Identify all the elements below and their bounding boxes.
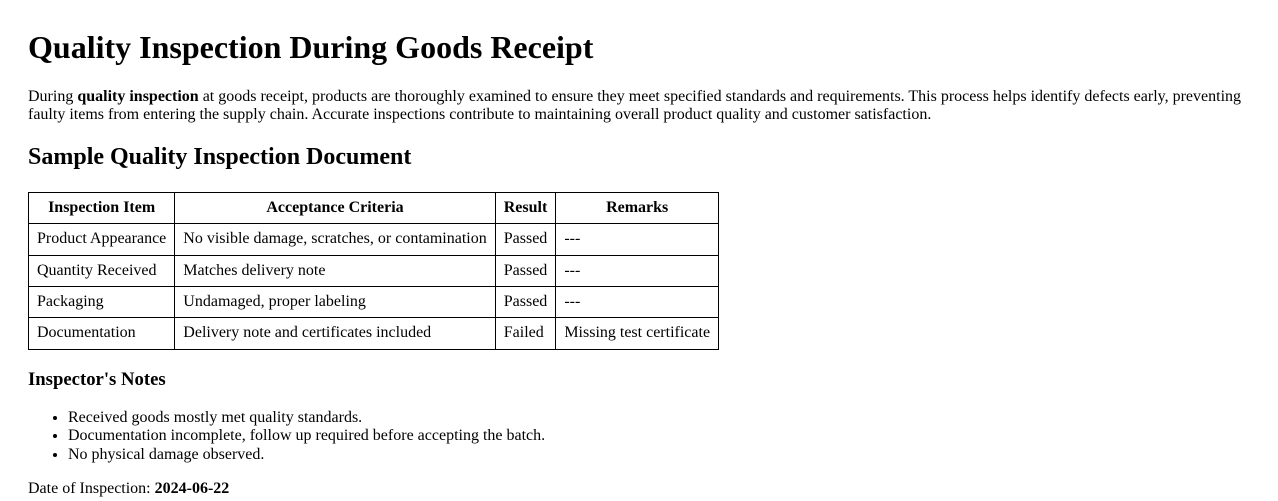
cell-criteria: Matches delivery note [175,255,495,286]
cell-remarks: Missing test certificate [556,318,719,349]
inspection-date-value: 2024-06-22 [154,479,230,497]
cell-item: Quantity Received [29,255,175,286]
intro-text-bold: quality inspection [77,87,199,105]
note-item: • No physical damage observed. [68,446,1250,464]
table-row [29,255,719,286]
inspection-date-label: Date of Inspection: [28,479,155,497]
inspection-table [28,192,719,350]
intro-text-before: During [28,87,78,105]
cell-criteria: Delivery note and certificates included [175,318,495,349]
cell-result: Passed [495,224,556,255]
cell-remarks: --- [556,255,719,286]
table-row [29,224,719,255]
page-title: Quality Inspection During Goods Receipt [28,29,594,66]
cell-item: Documentation [29,318,175,349]
intro-text-after: at goods receipt, products are thoroughly examined to ensure they meet specified standards and requirements. This process helps identify defects early, preventing faulty items from entering the supply chain. Accurate inspections contribute to maintaining overall product quality and customer satisfaction. [28,87,1242,124]
table-row [29,318,719,349]
header-acceptance-criteria: Acceptance Criteria [175,192,495,223]
table-row [29,287,719,318]
cell-remarks: --- [556,287,719,318]
cell-item: Packaging [29,287,175,318]
section-title: Sample Quality Inspection Document [28,144,412,171]
cell-item: Product Appearance [29,224,175,255]
cell-result: Passed [495,255,556,286]
inspection-date-line [28,480,1250,498]
inspectors-notes-title: Inspector's Notes [28,368,166,390]
cell-result: Passed [495,287,556,318]
header-inspection-item: Inspection Item [29,192,175,223]
notes-list [28,409,1250,464]
cell-criteria: Undamaged, proper labeling [175,287,495,318]
intro-paragraph [28,88,1250,125]
cell-remarks: --- [556,224,719,255]
note-item: • Documentation incomplete, follow up required before accepting the batch. [68,427,1250,445]
note-item: • Received goods mostly met quality standards. [68,409,1250,427]
cell-result: Failed [495,318,556,349]
header-result: Result [495,192,556,223]
table-header-row [29,192,719,223]
header-remarks: Remarks [556,192,719,223]
cell-criteria: No visible damage, scratches, or contamination [175,224,495,255]
